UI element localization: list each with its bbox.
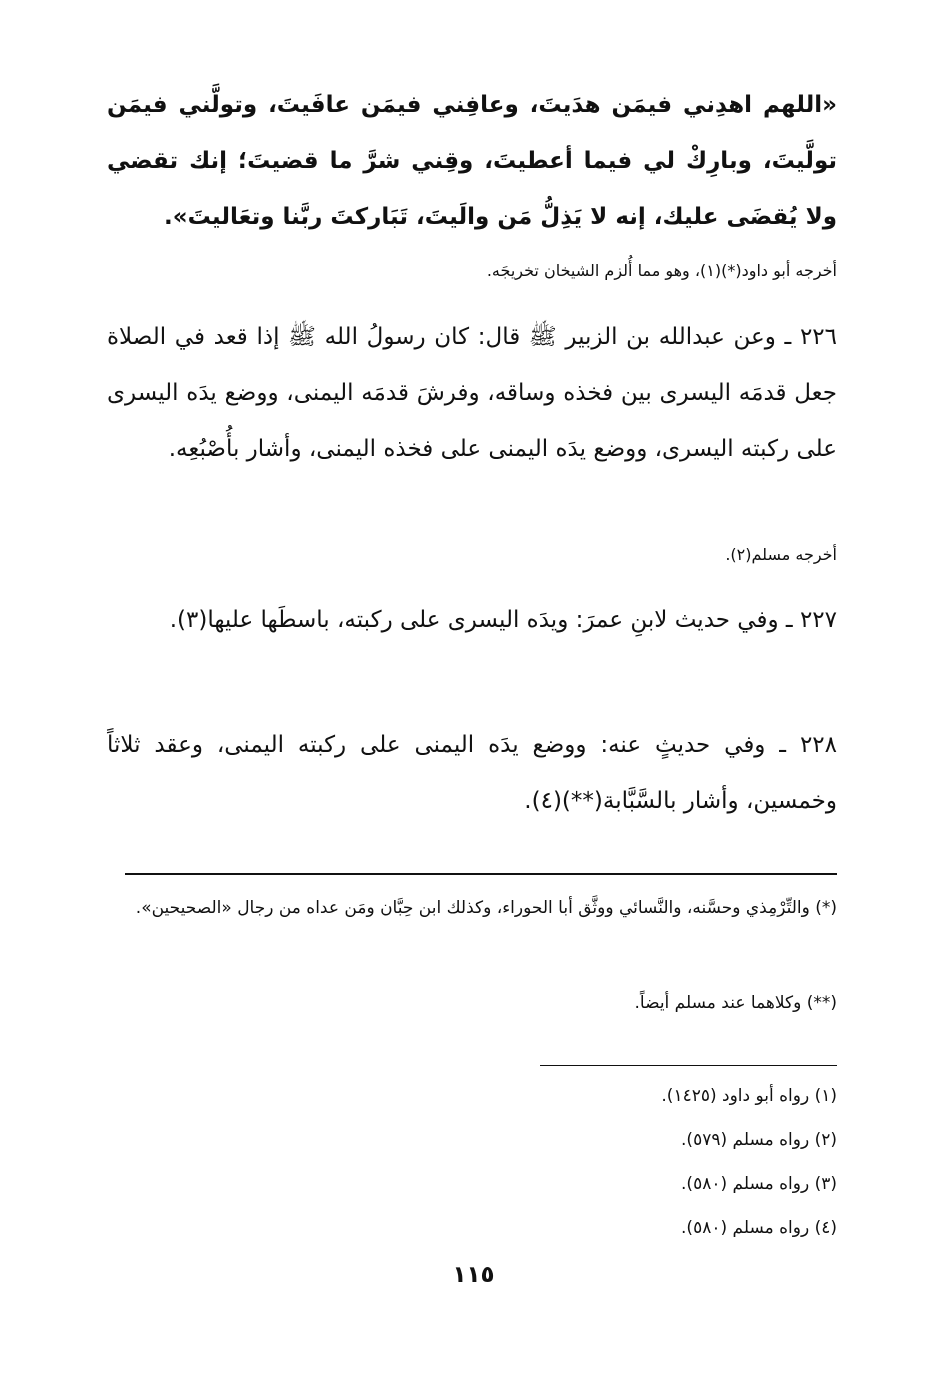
footnotes-divider	[540, 1065, 837, 1066]
hadith-225-text: «اللهم اهدِني فيمَن هدَيتَ، وعافِني فيمَن عافَيتَ، وتولَّني فيمَن تولَّيتَ، وبارِكْ لي فيما أعطيتَ، وقِني شرَّ ما قضيتَ؛ إنك تقضي ولا يُقضَى عليك، إنه لا يَذِلُّ مَن والَيتَ، تَبَاركتَ ربَّنا وتعَاليتَ».	[107, 92, 837, 230]
hadith-225-source: أخرجه أبو داود(*)(١)، وهو مما أُلزم الشيخان تخريجَه.	[486, 261, 837, 280]
hadith-227-text: ٢٢٧ ـ وفي حديث لابنِ عمرَ: ويدَه اليسرى على ركبته، باسطَها عليها(٣).	[169, 607, 837, 633]
footnote-1: (١) رواه أبو داود (١٤٢٥).	[661, 1086, 837, 1106]
footnote-2: (٢) رواه مسلم (٥٧٩).	[681, 1130, 837, 1150]
hadith-226-text: ٢٢٦ ـ وعن عبدالله بن الزبير ﷺ قال: كان رسولُ الله ﷺ إذا قعد في الصلاة جعل قدمَه اليسرى بين فخذه وساقه، وفرشَ قدمَه اليمنى، ووضع يدَه اليسرى على ركبته اليسرى، ووضع يدَه اليمنى على فخذه اليمنى، وأشار بأُصْبُعِه.	[107, 324, 837, 462]
hadith-226-source: أخرجه مسلم(٢).	[725, 545, 837, 564]
footnote-4: (٤) رواه مسلم (٥٨٠).	[681, 1218, 837, 1238]
editor-note-1: (*) والتِّرْمِذي وحسَّنه، والنَّسائي ووثَّق أبا الحوراء، وكذلك ابن حِبَّان ومَن عداه من رجال «الصحيحين».	[135, 898, 837, 918]
page-number: ١١٥	[452, 1262, 495, 1288]
editor-note-2: (**) وكلاهما عند مسلم أيضاً.	[634, 993, 837, 1013]
editor-notes-divider	[125, 873, 837, 875]
hadith-228-text: ٢٢٨ ـ وفي حديثٍ عنه: ووضع يدَه اليمنى على ركبته اليمنى، وعقد ثلاثاً وخمسين، وأشار بالسَّبَّابة(**)(٤).	[107, 732, 837, 814]
footnote-3: (٣) رواه مسلم (٥٨٠).	[681, 1174, 837, 1194]
